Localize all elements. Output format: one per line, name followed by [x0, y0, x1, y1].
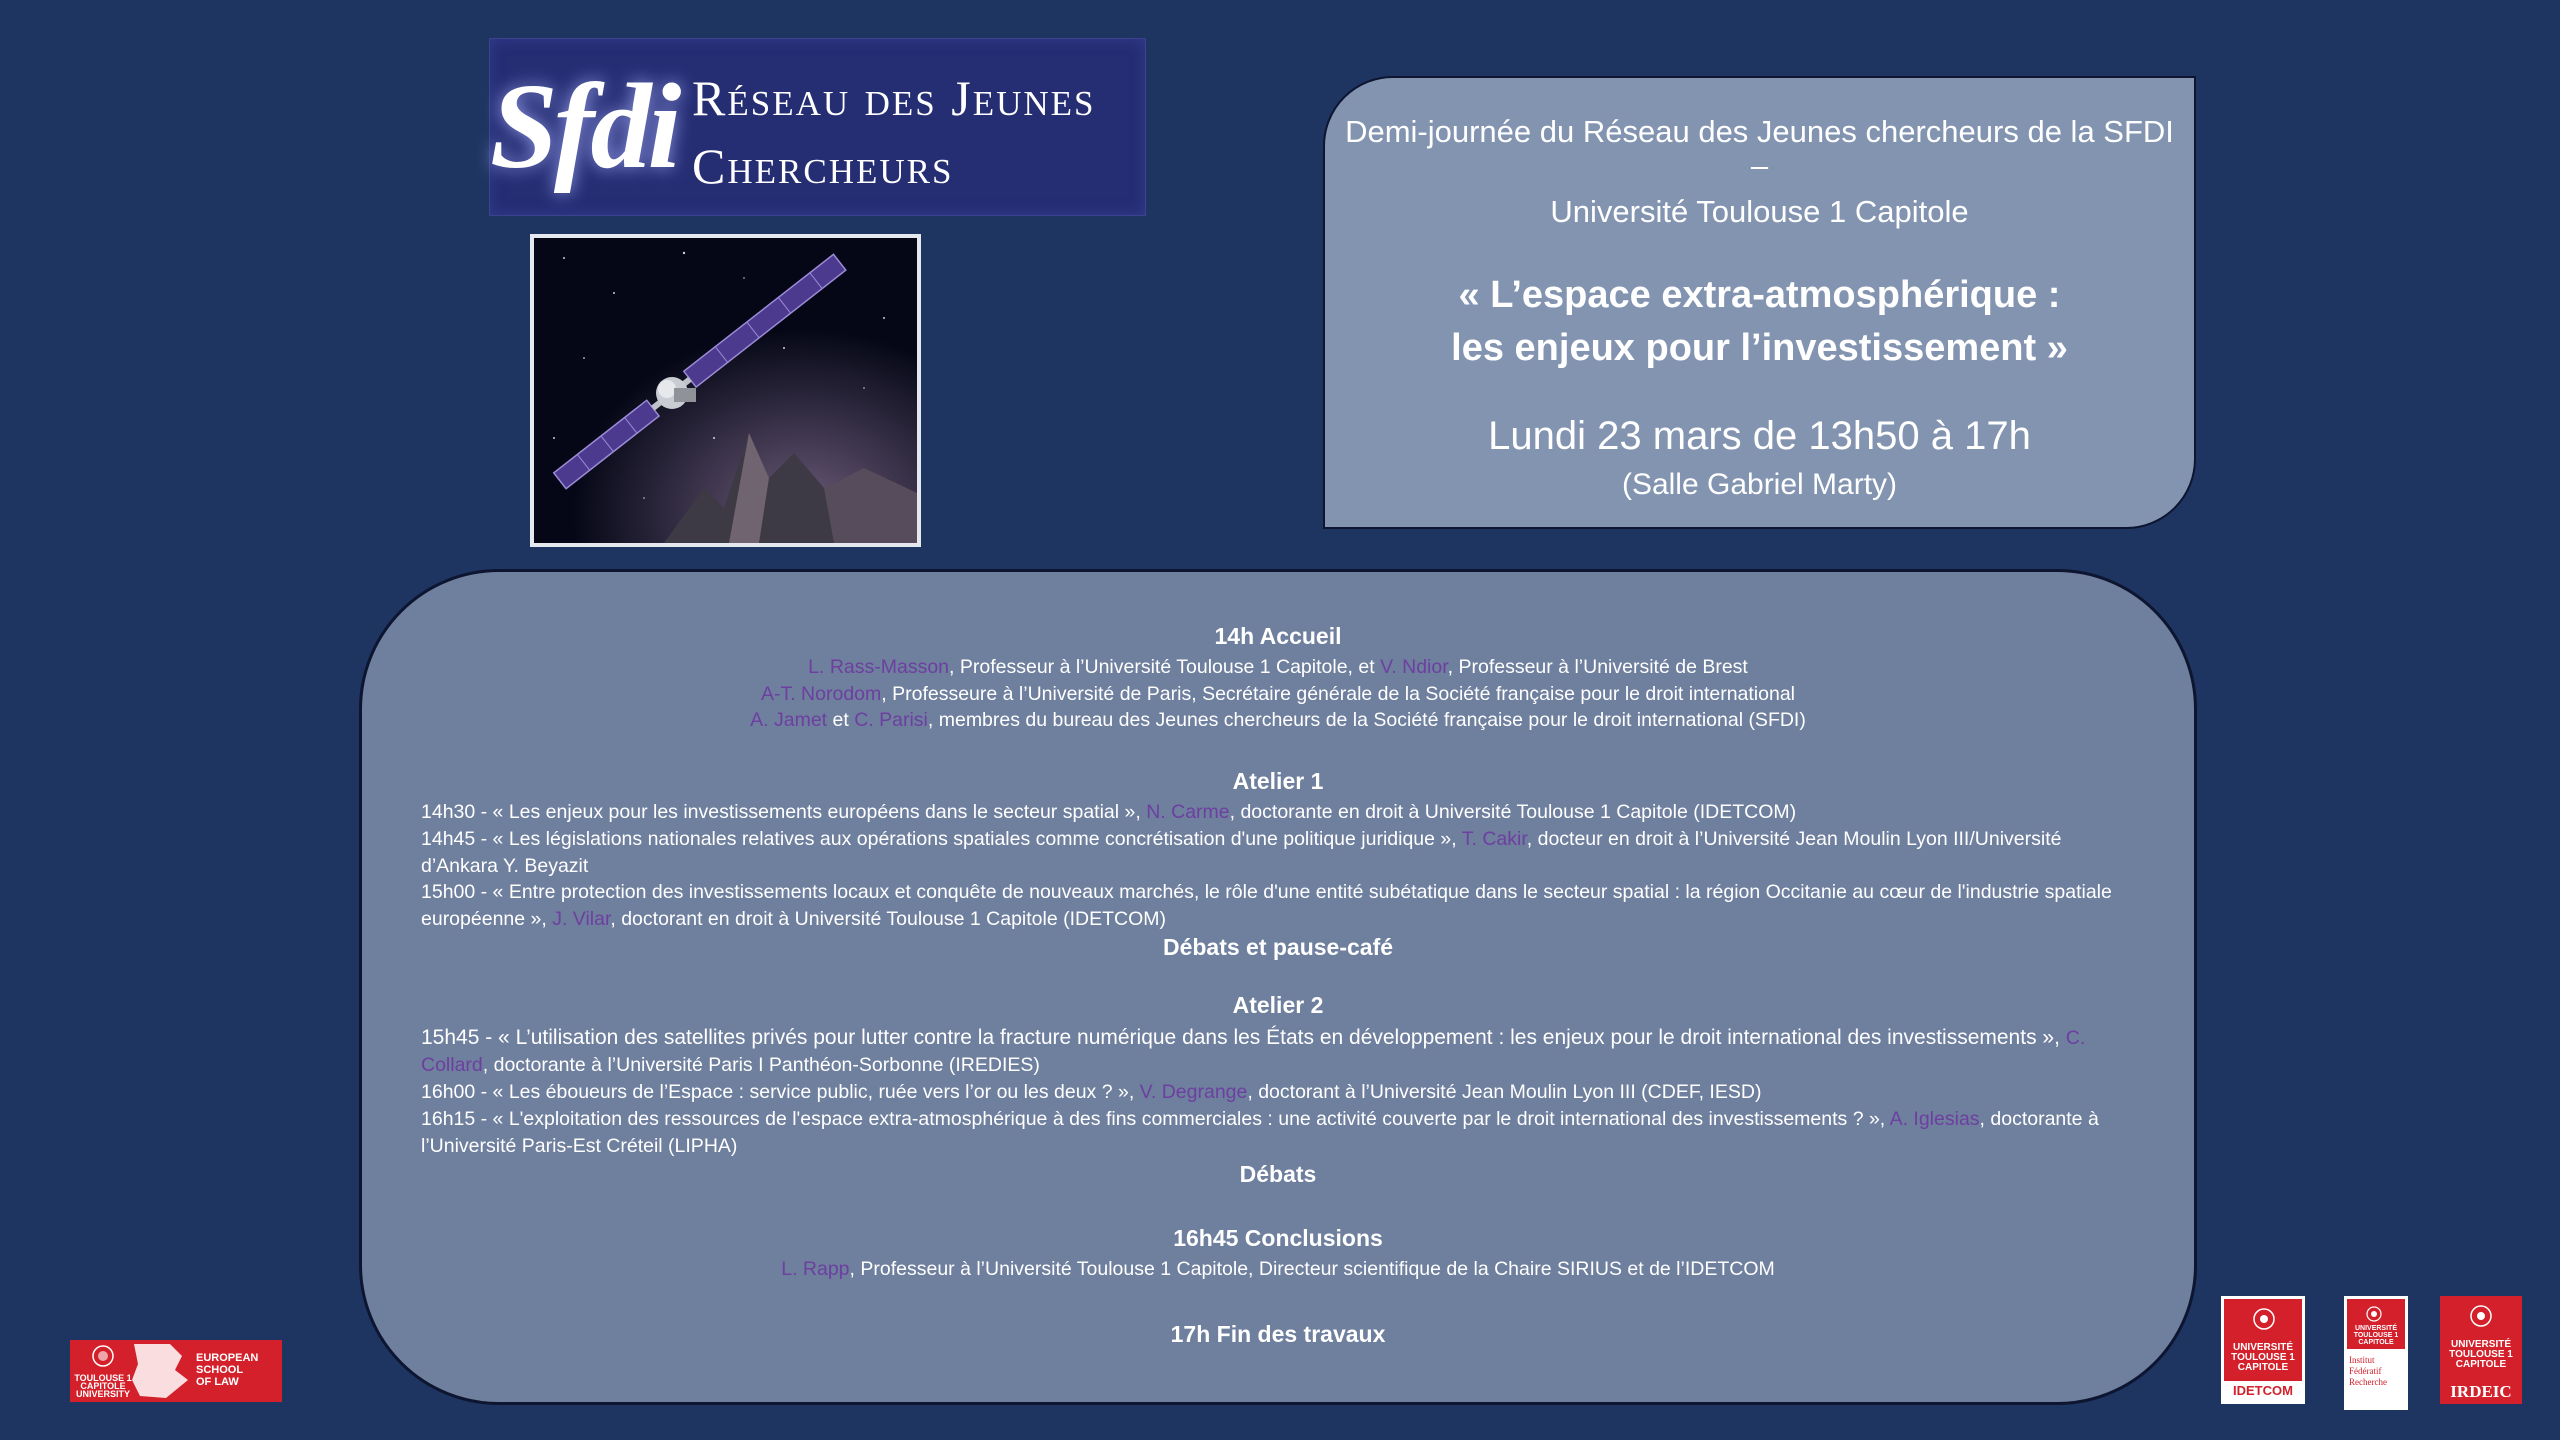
- event-room: (Salle Gabriel Marty): [1621, 468, 1898, 501]
- talk-title: 14h45 - « Les législations nationales relatives aux opérations spatiales comme concrétisation d'une politique juridique »,: [421, 828, 1462, 850]
- heading-debats-pause: Débats et pause-café: [1162, 934, 1394, 960]
- idetcom-logo: [2221, 1296, 2305, 1404]
- event-university: Université Toulouse 1 Capitole: [1550, 194, 1969, 229]
- spacecraft-illustration: [530, 234, 921, 547]
- ifr-logo-text: UNIVERSITÉ: [2354, 1325, 2397, 1332]
- speaker-name: V. Degrange: [1139, 1081, 1248, 1103]
- irdeic-logo-wordmark: IRDEIC: [2450, 1382, 2512, 1401]
- speaker-role: , doctorant en droit à Université Toulouse 1 Capitole (IDETCOM): [610, 907, 1167, 930]
- ifr-logo-text: Fédératif: [2349, 1366, 2382, 1376]
- irdeic-logo-text: UNIVERSITÉ: [2450, 1339, 2511, 1350]
- ut1-european-school-of-law-logo: [70, 1340, 282, 1402]
- speaker-name: A-T. Norodom: [760, 683, 882, 705]
- accueil-line-1: [362, 654, 2194, 681]
- speaker-role: , membres du bureau des Jeunes chercheurs de la Société française pour le droit international (SFDI): [927, 709, 1806, 731]
- event-date: Lundi 23 mars de 13h50 à 17h: [1488, 414, 2031, 458]
- accueil-line-2: [362, 681, 2194, 708]
- event-dash: –: [1750, 148, 1769, 183]
- speaker-role: , doctorante en droit à Université Toulouse 1 Capitole (IDETCOM): [1229, 801, 1797, 823]
- atelier1-item-2: [421, 826, 2141, 879]
- talk-title: 15h45 - « L’utilisation des satellites privés pour lutter contre la fracture numérique dans les États en développement : les enjeux pour le droit international des investissements »,: [421, 1026, 2066, 1049]
- atelier2-item-2: [421, 1079, 2141, 1106]
- atelier2-item-1: [421, 1025, 2141, 1078]
- idetcom-logo-wordmark: IDETCOM: [2224, 1381, 2302, 1401]
- event-subtitle: Demi-journée du Réseau des Jeunes chercheurs de la SFDI: [1345, 114, 2174, 149]
- speaker-role: , doctorante à l’Université Paris I Panthéon-Sorbonne (IREDIES): [482, 1053, 1040, 1076]
- talk-title: 16h15 - « L'exploitation des ressources de l'espace extra-atmosphérique à des fins commerciales : une activité couverte par le droit international des investissements ? »,: [421, 1108, 1890, 1130]
- esl-logo-text: EUROPEAN: [196, 1352, 259, 1364]
- idetcom-logo-text: UNIVERSITÉ: [2232, 1342, 2293, 1353]
- event-title-line-2: les enjeux pour l’investissement »: [1451, 327, 2068, 369]
- heading-atelier-2: Atelier 2: [1232, 992, 1324, 1018]
- speaker-role: , Professeure à l’Université de Paris, Secrétaire générale de la Société française pour le droit international: [881, 683, 1796, 705]
- ut1-logo-text: CAPITOLE: [80, 1381, 126, 1391]
- irdeic-logo-text: CAPITOLE: [2455, 1359, 2507, 1370]
- conclusions-line: [362, 1256, 2194, 1283]
- esl-logo-text: SCHOOL: [196, 1364, 244, 1376]
- ut1-logo-text: UNIVERSITY: [75, 1389, 130, 1399]
- event-title-line-1: « L’espace extra-atmosphérique :: [1458, 274, 2061, 316]
- ifr-logo-text: CAPITOLE: [2358, 1339, 2394, 1346]
- heading-accueil: 14h Accueil: [1214, 623, 1342, 649]
- speaker-role: , Professeur à l’Université Toulouse 1 Capitole, Directeur scientifique de la Chaire SIRIUS et de l’IDETCOM: [849, 1258, 1775, 1280]
- idetcom-logo-text: CAPITOLE: [2237, 1362, 2289, 1373]
- esl-logo-text: OF LAW: [196, 1376, 239, 1388]
- sfdi-logo-banner: [489, 38, 1146, 216]
- idetcom-logo-text: TOULOUSE 1: [2231, 1352, 2295, 1363]
- ut1-logo-text: TOULOUSE 1: [74, 1373, 132, 1383]
- speaker-role: , docteur en droit à l’Université Jean Moulin Lyon III/Université d’Ankara Y. Beyazit: [421, 828, 2062, 877]
- atelier2-item-3: [421, 1106, 2141, 1159]
- speaker-name: L. Rapp: [781, 1258, 850, 1280]
- heading-fin: 17h Fin des travaux: [1170, 1321, 1386, 1347]
- ifr-logo-text: Recherche: [2349, 1377, 2387, 1387]
- speaker-role: , doctorante à l’Université Paris-Est Créteil (LIPHA): [421, 1108, 2099, 1157]
- programme-panel: [359, 569, 2197, 1405]
- ifr-logo-text: Institut: [2349, 1355, 2375, 1365]
- speaker-name: A. Jamet: [750, 709, 828, 731]
- irdeic-logo-text: TOULOUSE 1: [2449, 1349, 2513, 1360]
- logo-line-reseau: Réseau des Jeunes: [692, 70, 1096, 126]
- irdeic-logo: [2440, 1296, 2522, 1404]
- speaker-role: , Professeur à l’Université de Brest: [1447, 656, 1748, 678]
- speaker-role: , Professeur à l’Université Toulouse 1 Capitole, et: [949, 656, 1381, 678]
- heading-conclusions: 16h45 Conclusions: [1173, 1225, 1383, 1251]
- accueil-line-3: [362, 707, 2194, 734]
- heading-atelier-1: Atelier 1: [1232, 768, 1324, 794]
- heading-debats: Débats: [1239, 1161, 1317, 1187]
- speaker-name: A. Iglesias: [1889, 1108, 1980, 1130]
- atelier1-item-1: [421, 799, 2141, 826]
- atelier1-item-3: [421, 879, 2141, 932]
- speaker-name: V. Ndior: [1380, 656, 1448, 678]
- ifr-logo: [2344, 1296, 2408, 1410]
- ifr-logo-text: TOULOUSE 1: [2353, 1332, 2399, 1339]
- talk-title: 16h00 - « Les éboueurs de l’Espace : service public, ruée vers l’or ou les deux ? »,: [421, 1081, 1140, 1103]
- speaker-name: L. Rass-Masson: [808, 656, 950, 678]
- logo-line-chercheurs: Chercheurs: [692, 138, 954, 194]
- connector-text: et: [827, 709, 855, 731]
- talk-title: 14h30 - « Les enjeux pour les investissements européens dans le secteur spatial »,: [421, 801, 1147, 823]
- talk-title: 15h00 - « Entre protection des investissements locaux et conquête de nouveaux marchés, le rôle d'une entité subétatique dans le secteur spatial : la région Occitanie au cœur de l'industrie spatiale européenne »,: [421, 881, 2112, 930]
- speaker-name: C. Collard: [421, 1027, 2086, 1076]
- speaker-role: , doctorant à l’Université Jean Moulin Lyon III (CDEF, IESD): [1247, 1081, 1762, 1103]
- speaker-name: C. Parisi: [854, 709, 928, 731]
- event-info-panel: [1323, 76, 2196, 529]
- speaker-name: T. Cakir: [1461, 828, 1527, 850]
- sfdi-logo-mark: Sfdi: [490, 59, 678, 194]
- speaker-name: N. Carme: [1146, 801, 1230, 823]
- speaker-name: J. Vilar: [552, 907, 611, 930]
